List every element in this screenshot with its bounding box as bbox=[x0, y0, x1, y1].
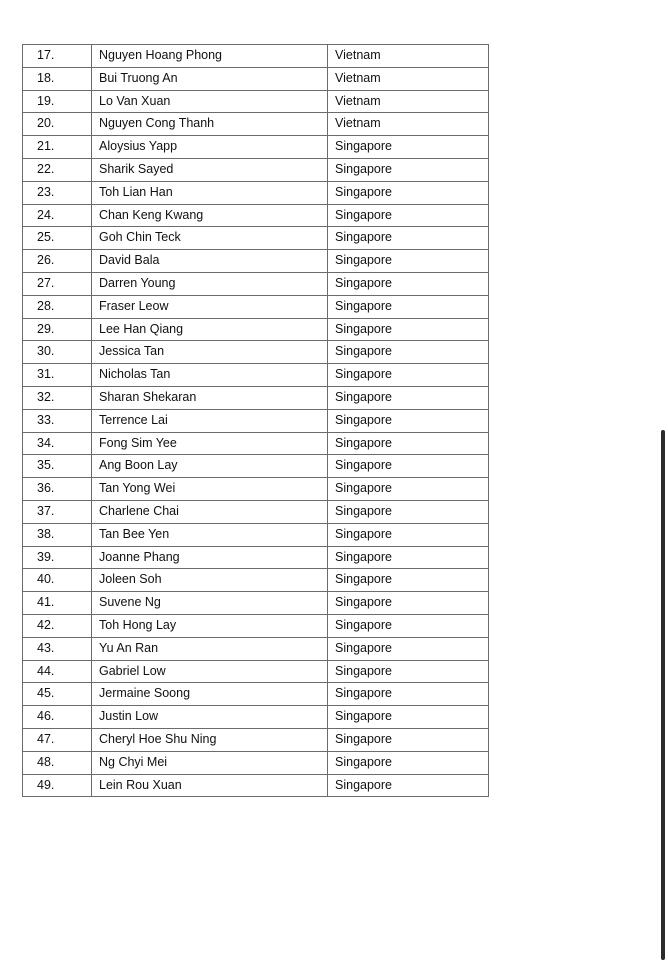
participant-country: Singapore bbox=[328, 341, 489, 364]
participant-name: Chan Keng Kwang bbox=[92, 204, 328, 227]
table-row bbox=[23, 660, 489, 683]
participant-country: Singapore bbox=[328, 158, 489, 181]
row-number: 45. bbox=[23, 683, 92, 706]
row-number: 23. bbox=[23, 181, 92, 204]
row-number: 26. bbox=[23, 250, 92, 273]
participant-country: Vietnam bbox=[328, 113, 489, 136]
participant-table bbox=[22, 44, 489, 797]
vertical-scrollbar[interactable] bbox=[661, 430, 665, 960]
participant-name: Gabriel Low bbox=[92, 660, 328, 683]
table-row bbox=[23, 409, 489, 432]
participant-country: Singapore bbox=[328, 272, 489, 295]
participant-country: Singapore bbox=[328, 637, 489, 660]
row-number: 36. bbox=[23, 478, 92, 501]
table-row bbox=[23, 637, 489, 660]
participant-name: Fraser Leow bbox=[92, 295, 328, 318]
row-number: 46. bbox=[23, 706, 92, 729]
row-number: 49. bbox=[23, 774, 92, 797]
participant-name: Aloysius Yapp bbox=[92, 136, 328, 159]
participant-country: Singapore bbox=[328, 774, 489, 797]
table-row bbox=[23, 432, 489, 455]
row-number: 39. bbox=[23, 546, 92, 569]
row-number: 31. bbox=[23, 364, 92, 387]
participant-country: Singapore bbox=[328, 660, 489, 683]
row-number: 38. bbox=[23, 523, 92, 546]
participant-country: Singapore bbox=[328, 728, 489, 751]
participant-country: Singapore bbox=[328, 478, 489, 501]
table-row bbox=[23, 478, 489, 501]
participant-country: Vietnam bbox=[328, 45, 489, 68]
participant-name: Fong Sim Yee bbox=[92, 432, 328, 455]
participant-country: Singapore bbox=[328, 409, 489, 432]
participant-name: Goh Chin Teck bbox=[92, 227, 328, 250]
table-row bbox=[23, 90, 489, 113]
row-number: 37. bbox=[23, 500, 92, 523]
table-row bbox=[23, 204, 489, 227]
participant-name: Lee Han Qiang bbox=[92, 318, 328, 341]
participant-country: Singapore bbox=[328, 250, 489, 273]
table-row bbox=[23, 227, 489, 250]
participant-name: Ang Boon Lay bbox=[92, 455, 328, 478]
participant-name: Tan Yong Wei bbox=[92, 478, 328, 501]
participant-country: Singapore bbox=[328, 683, 489, 706]
participant-name: Joleen Soh bbox=[92, 569, 328, 592]
table-row bbox=[23, 614, 489, 637]
participant-name: Nguyen Hoang Phong bbox=[92, 45, 328, 68]
participant-country: Singapore bbox=[328, 455, 489, 478]
table-row bbox=[23, 136, 489, 159]
participant-country: Singapore bbox=[328, 136, 489, 159]
participant-name: Justin Low bbox=[92, 706, 328, 729]
participant-country: Singapore bbox=[328, 523, 489, 546]
table-row bbox=[23, 523, 489, 546]
table-row bbox=[23, 455, 489, 478]
participant-name: Lein Rou Xuan bbox=[92, 774, 328, 797]
table-row bbox=[23, 774, 489, 797]
participant-country: Singapore bbox=[328, 500, 489, 523]
table-row bbox=[23, 364, 489, 387]
participant-name: Sharik Sayed bbox=[92, 158, 328, 181]
table-row bbox=[23, 592, 489, 615]
table-row bbox=[23, 386, 489, 409]
participant-name: Cheryl Hoe Shu Ning bbox=[92, 728, 328, 751]
row-number: 35. bbox=[23, 455, 92, 478]
table-row bbox=[23, 728, 489, 751]
participant-country: Singapore bbox=[328, 318, 489, 341]
table-row bbox=[23, 569, 489, 592]
participant-name: Joanne Phang bbox=[92, 546, 328, 569]
row-number: 41. bbox=[23, 592, 92, 615]
table-row bbox=[23, 67, 489, 90]
participant-name: Charlene Chai bbox=[92, 500, 328, 523]
row-number: 19. bbox=[23, 90, 92, 113]
participant-country: Singapore bbox=[328, 432, 489, 455]
participant-name: Terrence Lai bbox=[92, 409, 328, 432]
participant-name: Toh Lian Han bbox=[92, 181, 328, 204]
participant-country: Singapore bbox=[328, 614, 489, 637]
participant-name: Tan Bee Yen bbox=[92, 523, 328, 546]
table-row bbox=[23, 341, 489, 364]
participant-country: Singapore bbox=[328, 569, 489, 592]
participant-country: Singapore bbox=[328, 204, 489, 227]
table-row bbox=[23, 318, 489, 341]
participant-country: Singapore bbox=[328, 751, 489, 774]
participant-country: Singapore bbox=[328, 295, 489, 318]
participant-country: Singapore bbox=[328, 181, 489, 204]
table-row bbox=[23, 250, 489, 273]
row-number: 32. bbox=[23, 386, 92, 409]
table-row bbox=[23, 683, 489, 706]
table-row bbox=[23, 113, 489, 136]
participant-name: Lo Van Xuan bbox=[92, 90, 328, 113]
row-number: 43. bbox=[23, 637, 92, 660]
row-number: 28. bbox=[23, 295, 92, 318]
row-number: 48. bbox=[23, 751, 92, 774]
row-number: 42. bbox=[23, 614, 92, 637]
participant-name: Jessica Tan bbox=[92, 341, 328, 364]
participant-name: David Bala bbox=[92, 250, 328, 273]
row-number: 29. bbox=[23, 318, 92, 341]
row-number: 30. bbox=[23, 341, 92, 364]
row-number: 24. bbox=[23, 204, 92, 227]
participant-name: Nicholas Tan bbox=[92, 364, 328, 387]
table-row bbox=[23, 272, 489, 295]
participant-country: Singapore bbox=[328, 386, 489, 409]
row-number: 44. bbox=[23, 660, 92, 683]
table-row bbox=[23, 706, 489, 729]
table-row bbox=[23, 500, 489, 523]
row-number: 47. bbox=[23, 728, 92, 751]
table-row bbox=[23, 295, 489, 318]
participant-country: Vietnam bbox=[328, 67, 489, 90]
row-number: 21. bbox=[23, 136, 92, 159]
participant-name: Nguyen Cong Thanh bbox=[92, 113, 328, 136]
row-number: 20. bbox=[23, 113, 92, 136]
row-number: 33. bbox=[23, 409, 92, 432]
row-number: 27. bbox=[23, 272, 92, 295]
participant-name: Toh Hong Lay bbox=[92, 614, 328, 637]
row-number: 17. bbox=[23, 45, 92, 68]
row-number: 34. bbox=[23, 432, 92, 455]
participant-name: Jermaine Soong bbox=[92, 683, 328, 706]
participant-name: Bui Truong An bbox=[92, 67, 328, 90]
table-row bbox=[23, 45, 489, 68]
participant-country: Singapore bbox=[328, 227, 489, 250]
row-number: 25. bbox=[23, 227, 92, 250]
table-row bbox=[23, 158, 489, 181]
participant-country: Singapore bbox=[328, 364, 489, 387]
participant-country: Vietnam bbox=[328, 90, 489, 113]
participant-table-body bbox=[23, 45, 489, 797]
participant-name: Sharan Shekaran bbox=[92, 386, 328, 409]
participant-country: Singapore bbox=[328, 706, 489, 729]
table-row bbox=[23, 751, 489, 774]
table-row bbox=[23, 181, 489, 204]
participant-name: Darren Young bbox=[92, 272, 328, 295]
row-number: 40. bbox=[23, 569, 92, 592]
participant-name: Ng Chyi Mei bbox=[92, 751, 328, 774]
participant-name: Yu An Ran bbox=[92, 637, 328, 660]
participant-country: Singapore bbox=[328, 592, 489, 615]
table-row bbox=[23, 546, 489, 569]
row-number: 18. bbox=[23, 67, 92, 90]
row-number: 22. bbox=[23, 158, 92, 181]
participant-country: Singapore bbox=[328, 546, 489, 569]
participant-name: Suvene Ng bbox=[92, 592, 328, 615]
